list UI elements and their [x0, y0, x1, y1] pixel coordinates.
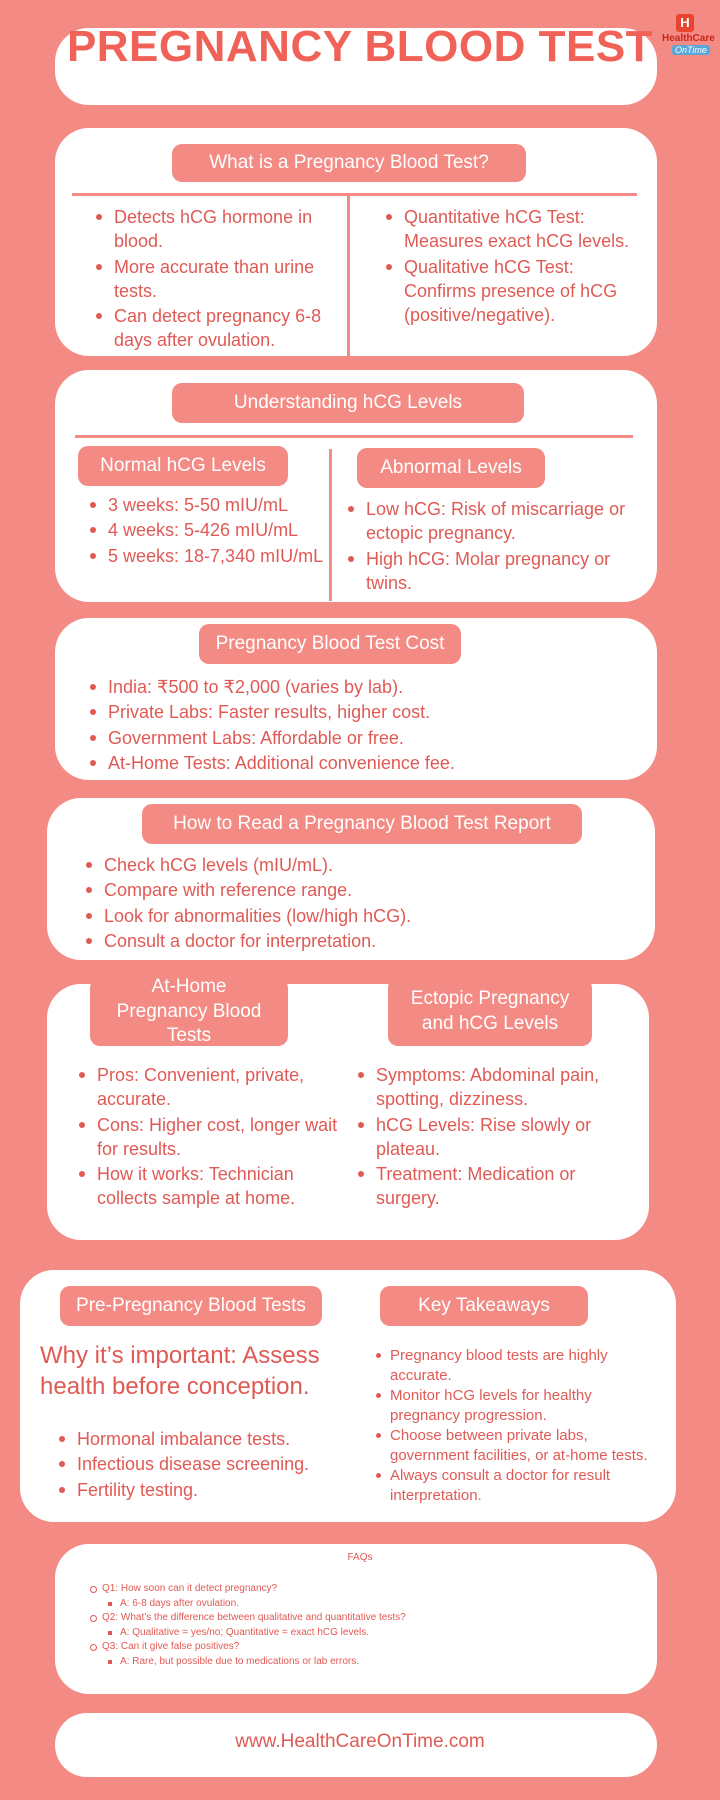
website-link[interactable]: www.HealthCareOnTime.com	[235, 1731, 485, 1752]
abnormal-levels-heading: Abnormal Levels	[357, 448, 545, 488]
faq-answer: A: 6-8 days after ovulation.	[88, 1597, 648, 1612]
list-item: Private Labs: Faster results, higher cost.	[86, 700, 646, 724]
list-item: Symptoms: Abdominal pain, spotting, dizziness.	[354, 1063, 644, 1112]
list-item: Detects hCG hormone in blood.	[92, 205, 342, 254]
divider	[347, 193, 350, 373]
normal-levels-list	[86, 493, 326, 569]
list-item: 5 weeks: 18-7,340 mIU/mL	[86, 544, 326, 568]
pre-list	[55, 1427, 355, 1503]
logo-h-icon: H	[676, 14, 694, 32]
logo-tagline: OnTime	[672, 45, 710, 55]
what-heading: What is a Pregnancy Blood Test?	[172, 144, 526, 182]
list-item: High hCG: Molar pregnancy or twins.	[344, 547, 644, 596]
list-item: Check hCG levels (mIU/mL).	[82, 853, 642, 877]
what-right-list	[382, 205, 642, 328]
levels-heading: Understanding hCG Levels	[172, 383, 524, 423]
cost-heading: Pregnancy Blood Test Cost	[199, 624, 461, 664]
list-item: Consult a doctor for interpretation.	[82, 929, 642, 953]
logo-name: HealthCare	[662, 33, 715, 44]
list-item: Compare with reference range.	[82, 878, 642, 902]
ectopic-list	[354, 1063, 644, 1212]
takeaways-list	[372, 1346, 662, 1506]
list-item: Qualitative hCG Test: Confirms presence of hCG (positive/negative).	[382, 255, 642, 328]
list-item: India: ₹500 to ₹2,000 (varies by lab).	[86, 675, 646, 699]
list-item: At-Home Tests: Additional convenience fee.	[86, 751, 646, 775]
brand-logo	[664, 14, 720, 64]
pre-heading: Pre-Pregnancy Blood Tests	[60, 1286, 322, 1326]
list-item: 3 weeks: 5-50 mIU/mL	[86, 493, 326, 517]
list-item: Monitor hCG levels for healthy pregnancy progression.	[372, 1386, 662, 1425]
faq-heading: FAQs	[347, 1552, 373, 1563]
faq-answer: A: Qualitative = yes/no; Quantitative = exact hCG levels.	[88, 1626, 648, 1641]
divider	[75, 435, 633, 438]
list-item: Quantitative hCG Test: Measures exact hCG levels.	[382, 205, 642, 254]
list-item: Always consult a doctor for result interpretation.	[372, 1466, 662, 1505]
list-item: Infectious disease screening.	[55, 1452, 355, 1476]
list-item: Pregnancy blood tests are highly accurate.	[372, 1346, 662, 1385]
divider	[329, 449, 332, 601]
normal-levels-heading: Normal hCG Levels	[78, 446, 288, 486]
list-item: Government Labs: Affordable or free.	[86, 726, 646, 750]
list-item: Choose between private labs, government facilities, or at-home tests.	[372, 1426, 662, 1465]
athome-heading: At-Home Pregnancy Blood Tests	[90, 978, 288, 1046]
faq-question: Q3: Can it give false positives?	[88, 1640, 648, 1655]
what-left-list	[92, 205, 342, 354]
faq-question: Q2: What’s the difference between qualitative and quantitative tests?	[88, 1611, 648, 1626]
faq-list	[88, 1582, 648, 1669]
list-item: Fertility testing.	[55, 1478, 355, 1502]
list-item: Look for abnormalities (low/high hCG).	[82, 904, 642, 928]
list-item: hCG Levels: Rise slowly or plateau.	[354, 1113, 644, 1162]
list-item: More accurate than urine tests.	[92, 255, 342, 304]
report-heading: How to Read a Pregnancy Blood Test Report	[142, 804, 582, 844]
ectopic-heading: Ectopic Pregnancy and hCG Levels	[388, 978, 592, 1046]
athome-list	[75, 1063, 345, 1212]
list-item: Treatment: Medication or surgery.	[354, 1162, 644, 1211]
list-item: Hormonal imbalance tests.	[55, 1427, 355, 1451]
divider	[72, 193, 637, 196]
list-item: 4 weeks: 5-426 mIU/mL	[86, 518, 326, 542]
list-item: Can detect pregnancy 6-8 days after ovulation.	[92, 304, 342, 353]
list-item: How it works: Technician collects sample at home.	[75, 1162, 345, 1211]
abnormal-levels-list	[344, 497, 644, 596]
takeaways-heading: Key Takeaways	[380, 1286, 588, 1326]
list-item: Cons: Higher cost, longer wait for results.	[75, 1113, 345, 1162]
faq-question: Q1: How soon can it detect pregnancy?	[88, 1582, 648, 1597]
faq-answer: A: Rare, but possible due to medications or lab errors.	[88, 1655, 648, 1670]
page-title: PREGNANCY BLOOD TEST	[66, 22, 654, 71]
cost-list	[86, 675, 646, 776]
pre-why-important: Why it’s important: Assess health before conception.	[40, 1342, 320, 1401]
list-item: Low hCG: Risk of miscarriage or ectopic pregnancy.	[344, 497, 644, 546]
report-list	[82, 853, 642, 954]
list-item: Pros: Convenient, private, accurate.	[75, 1063, 345, 1112]
